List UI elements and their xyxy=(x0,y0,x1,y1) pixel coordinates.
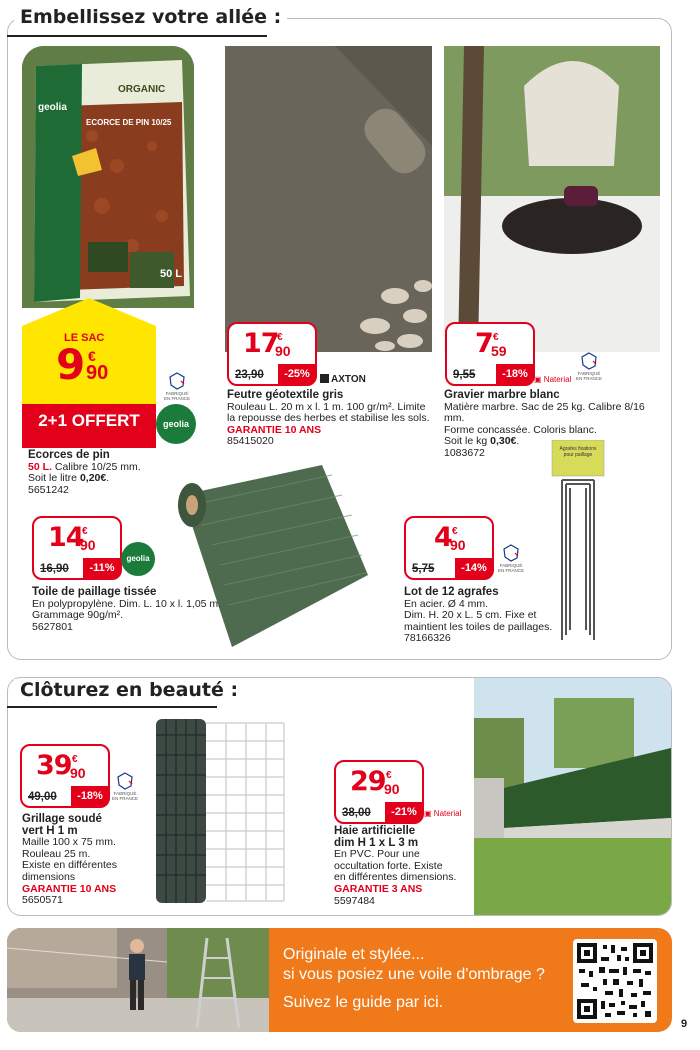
feutre-name: Feutre géotextile gris xyxy=(227,389,344,401)
feutre-illustration xyxy=(225,46,432,352)
naterial-label: Naterial xyxy=(433,809,462,818)
title-underline xyxy=(7,35,267,37)
agrafes-name: Lot de 12 agrafes xyxy=(404,586,499,598)
agrafes-line1: En acier. Ø 4 mm. xyxy=(404,597,489,610)
section-title-allee: Embellissez votre allée : xyxy=(14,6,287,28)
axton-icon xyxy=(320,374,329,383)
agrafes-pack-label: Agrafes fixations pour paillage xyxy=(559,446,597,458)
grillage-discount: -18% xyxy=(71,786,109,807)
gravier-price-cents: 59 xyxy=(491,343,507,359)
ecorces-litre-end: . xyxy=(106,472,110,485)
gravier-line2: Forme concassée. Coloris blanc. xyxy=(444,423,597,436)
gravier-old-price: 9,55 xyxy=(453,369,476,381)
france-badge-agrafes xyxy=(496,544,526,573)
agrafes-description xyxy=(404,587,554,645)
toile-line1: En polypropylène. Dim. L. 10 x l. 1,05 m. xyxy=(32,597,222,610)
bag-volume: 50 L xyxy=(160,268,183,280)
toile-ref: 5627801 xyxy=(32,620,73,633)
toile-price-int: 14 xyxy=(48,522,84,553)
gravier-price-int: 7 xyxy=(475,328,493,359)
gravier-price-cur: € xyxy=(493,332,499,343)
ecorces-description xyxy=(28,450,188,496)
toile-old-price: 16,90 xyxy=(40,563,69,575)
ecorces-ref: 5651242 xyxy=(28,483,69,496)
grillage-line4: dimensions xyxy=(22,870,76,883)
feutre-guarantee: GARANTIE 10 ANS xyxy=(227,423,322,436)
feutre-price-int: 17 xyxy=(243,328,279,359)
france-badge-grillage xyxy=(110,772,140,801)
haie-line2: occultation forte. Existe xyxy=(334,859,443,872)
bag-product: ECORCE DE PIN 10/25 xyxy=(86,118,172,127)
ecorces-litre-text: Soit le litre xyxy=(28,472,80,485)
naterial-label: Naterial xyxy=(543,375,572,384)
naterial-icon: ▣ xyxy=(534,375,542,384)
agrafes-pricebox xyxy=(404,516,494,580)
haie-line1: En PVC. Pour une xyxy=(334,848,420,861)
feutre-line2: la repousse des herbes et stabilise les sols. xyxy=(227,412,430,425)
feutre-line1: Rouleau L. 20 m x l. 1 m. 100 gr/m². Limite xyxy=(227,400,426,413)
haie-image xyxy=(474,678,671,915)
haie-old-price: 38,00 xyxy=(342,807,371,819)
sac-label: LE SAC xyxy=(64,332,105,344)
feutre-old-price: 23,90 xyxy=(235,369,264,381)
haie-name-2: dim H 1 x L 3 m xyxy=(334,836,419,849)
banner-photo xyxy=(7,928,269,1032)
france-map-icon xyxy=(502,544,520,562)
toile-price-cur: € xyxy=(82,526,88,537)
naterial-logo-2 xyxy=(424,809,461,818)
grillage-description xyxy=(22,814,152,907)
grillage-price-cur: € xyxy=(72,754,78,765)
haie-illustration xyxy=(474,678,671,915)
banner-line1: Originale et stylée... xyxy=(283,946,425,963)
ecorces-name: Ecorces de pin xyxy=(28,449,110,461)
geolia-logo-text: geolia xyxy=(162,419,189,429)
feutre-discount: -25% xyxy=(278,364,316,385)
toile-price-cents: 90 xyxy=(80,537,96,553)
grillage-old-price: 49,00 xyxy=(28,791,57,803)
voile-ombrage-banner[interactable] xyxy=(7,928,672,1032)
banner-line3: Suivez le guide par ici. xyxy=(283,994,444,1011)
grillage-line2: Rouleau 25 m. xyxy=(22,847,91,860)
haie-name: Haie artificielle xyxy=(334,825,416,837)
gravier-line1: Matière marbre. Sac de 25 kg. Calibre 8/16 mm. xyxy=(444,400,645,425)
grillage-ref: 5650571 xyxy=(22,894,63,907)
toile-name: Toile de paillage tissée xyxy=(32,586,157,598)
france-label: FABRIQUÉ EN FRANCE xyxy=(163,391,190,401)
feutre-pricebox xyxy=(227,322,317,386)
grillage-price-cents: 90 xyxy=(70,765,86,781)
haie-price-cents: 90 xyxy=(384,781,400,797)
agrafes-price-int: 4 xyxy=(434,522,452,553)
grillage-image xyxy=(156,715,286,907)
france-map-icon xyxy=(168,372,186,390)
promo-label: 2+1 OFFERT xyxy=(38,411,140,430)
feutre-image xyxy=(225,46,432,352)
agrafes-price-cur: € xyxy=(452,526,458,537)
france-badge-ecorces xyxy=(162,372,192,401)
naterial-icon: ▣ xyxy=(424,809,432,818)
ecorces-price-cents: 90 xyxy=(86,362,109,384)
france-label: FABRIQUÉ EN FRANCE xyxy=(111,791,138,801)
grillage-line3: Existe en différentes xyxy=(22,859,117,872)
feutre-ref: 85415020 xyxy=(227,435,274,448)
bag-organic: ORGANIC xyxy=(118,84,166,95)
axton-logo xyxy=(320,374,366,385)
gravier-kg-text: Soit le kg xyxy=(444,435,491,448)
gravier-name: Gravier marbre blanc xyxy=(444,389,560,401)
ecorces-pricebox xyxy=(22,298,156,448)
feutre-price-cur: € xyxy=(277,332,283,343)
title-underline xyxy=(7,706,217,708)
grillage-name: Grillage soudé xyxy=(22,813,102,825)
banner-illustration xyxy=(7,928,269,1032)
haie-guarantee: GARANTIE 3 ANS xyxy=(334,882,423,895)
haie-ref: 5597484 xyxy=(334,894,375,907)
axton-label: AXTON xyxy=(331,374,366,385)
haie-pricebox xyxy=(334,760,424,824)
gravier-kg-end: . xyxy=(516,435,520,448)
ecorces-price-int: 9 xyxy=(56,340,86,389)
grillage-illustration xyxy=(156,715,286,907)
ecorces-volume: 50 L. xyxy=(28,460,52,473)
agrafes-old-price: 5,75 xyxy=(412,563,435,575)
geolia-logo-2 xyxy=(121,542,155,576)
grillage-pricebox xyxy=(20,744,110,808)
haie-price-int: 29 xyxy=(350,766,386,797)
gravier-image xyxy=(444,46,660,352)
agrafes-price-cents: 90 xyxy=(450,537,466,553)
haie-description xyxy=(334,826,464,907)
gravier-ref: 1083672 xyxy=(444,446,485,459)
haie-price-cur: € xyxy=(386,770,392,781)
haie-line3: en différentes dimensions. xyxy=(334,871,457,884)
feutre-description xyxy=(227,390,437,448)
feutre-price-cents: 90 xyxy=(275,343,291,359)
toile-discount: -11% xyxy=(83,558,121,579)
ecorces-price-cur: € xyxy=(88,348,96,364)
qr-code[interactable] xyxy=(573,939,657,1023)
grillage-line1: Maille 100 x 75 mm. xyxy=(22,836,116,849)
banner-line2: si vous posiez une voile d'ombrage ? xyxy=(283,966,545,983)
ecorces-image xyxy=(22,46,194,308)
grillage-name-2: vert H 1 m xyxy=(22,824,78,837)
gravier-kg-price: 0,30€ xyxy=(490,435,517,448)
grillage-guarantee: GARANTIE 10 ANS xyxy=(22,882,117,895)
agrafes-line3: maintient les toiles de paillages. xyxy=(404,620,553,633)
naterial-logo-1 xyxy=(534,375,571,384)
ecorces-litre-price: 0,20€ xyxy=(79,472,107,485)
haie-discount: -21% xyxy=(385,802,423,823)
toile-line2: Grammage 90g/m². xyxy=(32,609,124,622)
agrafes-line2: Dim. H. 20 x L. 5 cm. Fixe et xyxy=(404,609,537,622)
qr-code-icon xyxy=(577,943,653,1019)
agrafes-discount: -14% xyxy=(455,558,493,579)
france-map-icon xyxy=(116,772,134,790)
page-number: 9 xyxy=(681,1018,688,1030)
geolia-logo xyxy=(156,404,196,444)
france-label: FABRIQUÉ EN FRANCE xyxy=(497,563,524,573)
gravier-illustration xyxy=(444,46,660,352)
gravier-discount: -18% xyxy=(496,364,534,385)
bag-brand: geolia xyxy=(38,102,67,113)
toile-description xyxy=(32,587,232,633)
france-label: FABRIQUÉ EN FRANCE xyxy=(575,371,602,381)
france-badge-gravier xyxy=(574,352,604,381)
grillage-price-int: 39 xyxy=(36,750,72,781)
agrafes-ref: 78166326 xyxy=(404,632,451,645)
section-title-cloture: Clôturez en beauté : xyxy=(14,679,244,701)
france-map-icon xyxy=(580,352,598,370)
gravier-pricebox xyxy=(445,322,535,386)
geolia-logo-text: geolia xyxy=(126,554,150,563)
ecorces-calibre: Calibre 10/25 mm. xyxy=(51,460,141,473)
toile-pricebox xyxy=(32,516,122,580)
